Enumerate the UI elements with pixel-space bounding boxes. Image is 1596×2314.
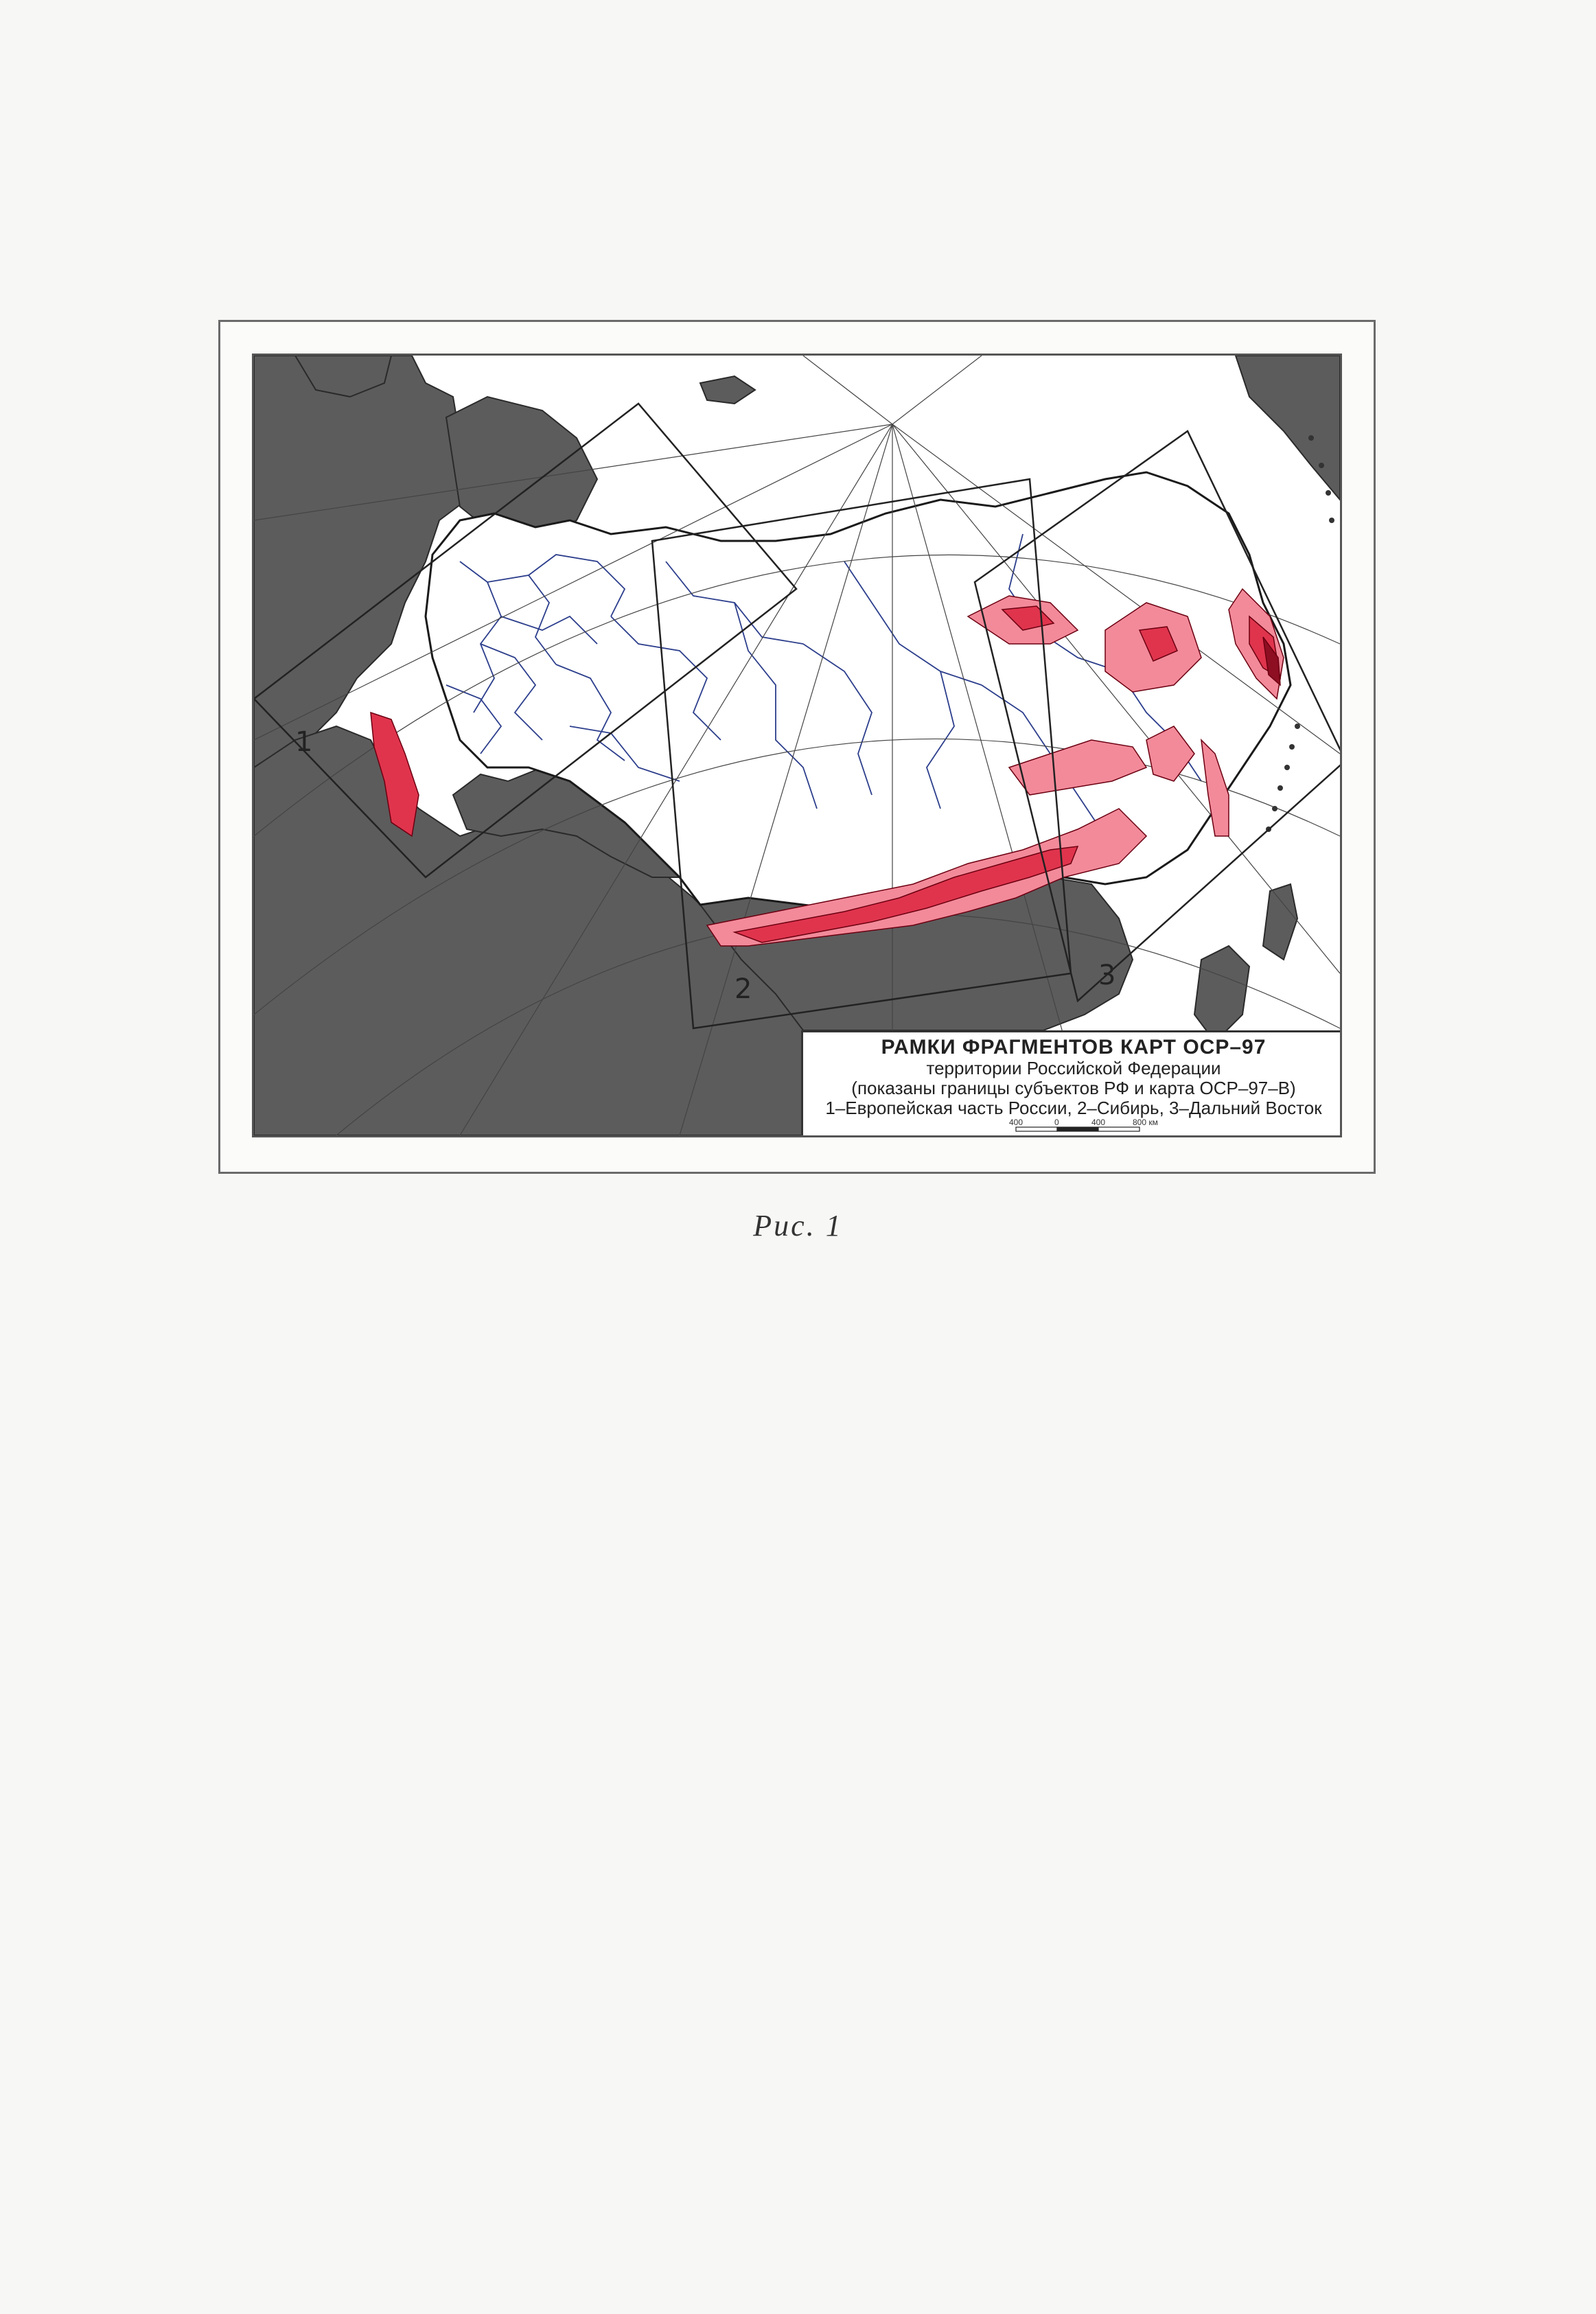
frame-number-1: 1 xyxy=(295,726,313,758)
scale-label-2: 400 xyxy=(1091,1118,1106,1127)
figure-caption: Рис. 1 xyxy=(753,1209,843,1242)
scale-label-1: 0 xyxy=(1054,1118,1059,1127)
frame-number-2: 2 xyxy=(735,973,752,1005)
frame-number-3: 3 xyxy=(1098,960,1116,991)
legend-note: (показаны границы субъектов РФ и карта ОСР–97–В) xyxy=(851,1078,1296,1098)
legend-frames-key: 1–Европейская часть России, 2–Сибирь, 3–Дальний Восток xyxy=(825,1098,1322,1118)
scale-bar xyxy=(803,1118,1342,1135)
legend-subtitle: территории Российской Федерации xyxy=(926,1058,1221,1078)
map-figure xyxy=(218,320,1376,1174)
map-inner-border xyxy=(252,354,1342,1137)
seismic-zoning-map xyxy=(254,356,1340,1135)
scale-label-0: 400 xyxy=(1009,1118,1023,1127)
legend-title: РАМКИ ФРАГМЕНТОВ КАРТ ОСР–97 xyxy=(881,1036,1267,1058)
map-legend xyxy=(801,1030,1342,1137)
scale-label-3: 800 км xyxy=(1133,1118,1158,1127)
scale-bar-graphic xyxy=(803,1118,1342,1135)
